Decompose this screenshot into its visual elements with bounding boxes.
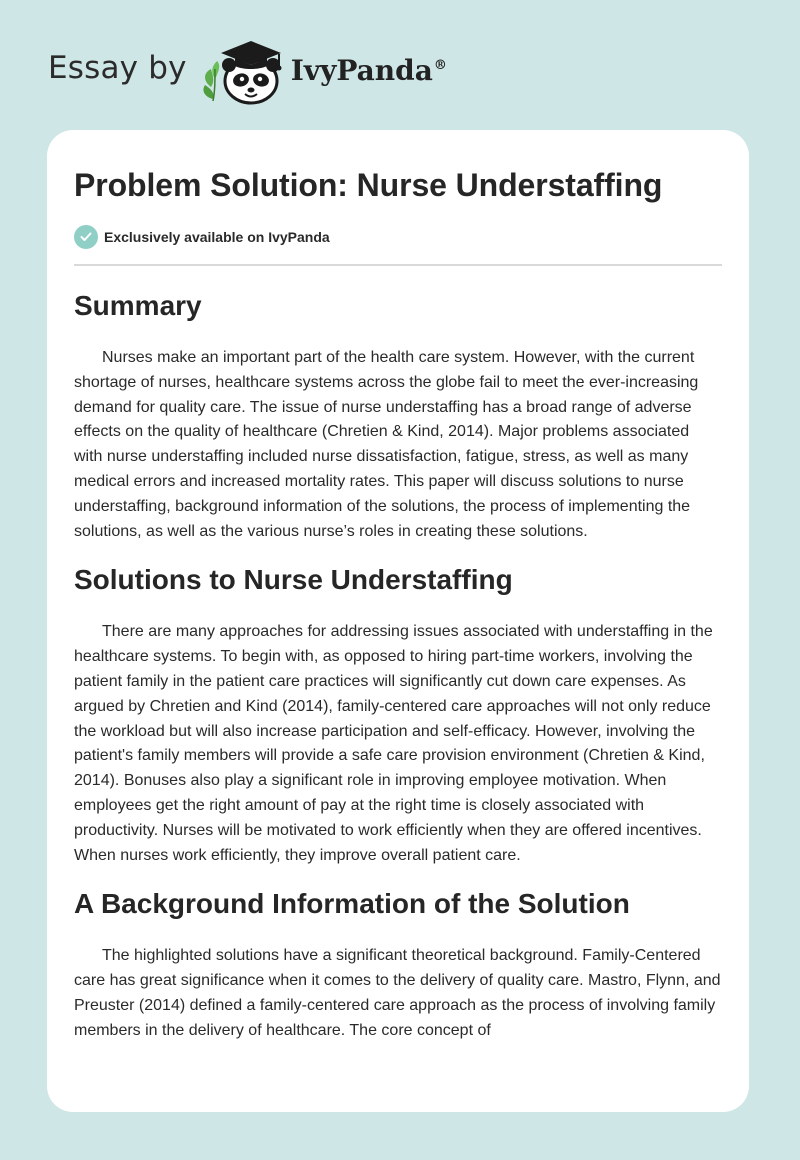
section-background: [74, 886, 722, 1043]
registered-mark: ®: [433, 58, 447, 74]
section-heading: A Background Information of the Solution: [74, 888, 630, 920]
section-paragraph: There are many approaches for addressing issues associated with understaffing in the healthcare systems. To begin with, as opposed to hiring part-time workers, involving the patient family in the patient care practices will significantly cut down care expenses. As argued by Chretien and Kind (2014), family-centered care approaches will not only reduce the workload but will also increase participation and self-efficacy. However, involving the patient's family members will provide a safe care provision environment (Chretien & Kind, 2014). Bonuses also play a significant role in improving employee motivation. When employees get the right amount of pay at the right time is closely associated with productivity. Nurses will be motivated to work efficiently when they are offered incentives. When nurses work efficiently, they improve overall patient care.: [74, 623, 713, 864]
exclusive-badge: [74, 224, 722, 250]
section-paragraph: The highlighted solutions have a significant theoretical background. Family-Centered care has great significance when it comes to the delivery of quality care. Mastro, Flynn, and Preuster (2014) defined a family-centered care approach as the process of involving family members in the delivery of healthcare. The core concept of: [74, 947, 721, 1039]
section-heading: Solutions to Nurse Understaffing: [74, 564, 513, 596]
brand-prefix: Essay by: [48, 50, 187, 86]
brand-name-text: IvyPanda: [290, 53, 433, 87]
essay-title: Problem Solution: Nurse Understaffing: [74, 167, 663, 203]
section-solutions: [74, 562, 722, 868]
essay-card: [47, 130, 749, 1112]
exclusive-label: Exclusively available on IvyPanda: [104, 229, 330, 245]
check-circle-icon: [74, 225, 98, 249]
title-divider: [74, 264, 722, 266]
panda-logo-icon: [199, 35, 289, 107]
section-summary: [74, 288, 722, 544]
section-heading: Summary: [74, 290, 202, 321]
brand-header: [48, 36, 447, 106]
section-paragraph: Nurses make an important part of the health care system. However, with the current shortage of nurses, healthcare systems across the globe fail to meet the ever-increasing demand for quality care. The issue of nurse understaffing has a broad range of adverse effects on the quality of healthcare (Chretien & Kind, 2014). Major problems associated with nurse understaffing included nurse dissatisfaction, fatigue, stress, as well as many medical errors and increased mortality rates. This paper will discuss solutions to nurse understaffing, background information of the solutions, the process of implementing the solutions, as well as the various nurse’s roles in creating these solutions.: [74, 349, 699, 540]
brand-name: [291, 54, 447, 87]
